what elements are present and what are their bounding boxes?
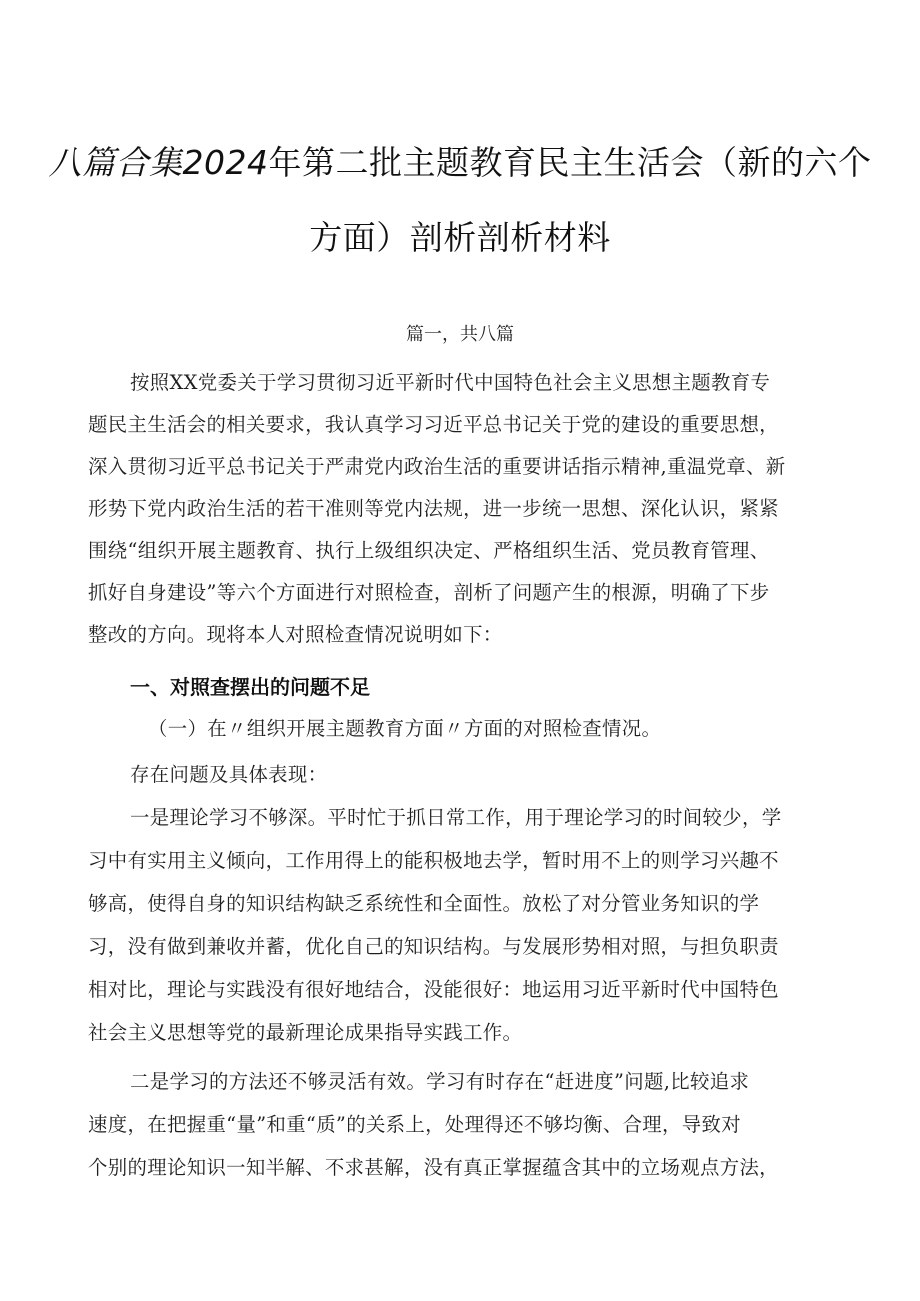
paragraph-line: 相对比，理论与实践没有很好地结合，没能很好：地运用习近平新时代中国特色 [88,978,779,1001]
title-rest: 年第二批主题教育民主生活会（新的六个 [268,143,872,182]
problems-label: 存在问题及具体表现： [130,763,328,786]
paragraph-line: 速度，在把握重“量”和重“质”的关系上，处理得还不够均衡、合理，导致对 [88,1113,742,1136]
paragraph-line: 二是学习的方法还不够灵活有效。学习有时存在“赶进度”问题,比较追求 [130,1070,750,1093]
paragraph-line: 深入贯彻习近平总书记关于严肃党内政治生活的重要讲话指示精神,重温党章、新 [88,455,786,478]
paragraph-line: 整改的方向。现将本人对照检查情况说明如下： [88,623,503,646]
paragraph-line: 一是理论学习不够深。平时忙于抓日常工作，用于理论学习的时间较少，学 [130,806,782,829]
paragraph-line: 个别的理论知识一知半解、不求甚解，没有真正掌握蕴含其中的立场观点方法， [88,1156,779,1179]
subheading: 篇一，共八篇 [406,324,514,345]
paragraph-line: 社会主义思想等党的最新理论成果指导实践工作。 [88,1021,523,1044]
section-heading: 一、对照查摆出的问题不足 [130,675,370,699]
document-title-line-2: 方面）剖析剖析材料 [309,218,611,257]
paragraph-line: 够高，使得自身的知识结构缺乏系统性和全面性。放松了对分管业务知识的学 [88,892,760,915]
paragraph-line: 题民主生活会的相关要求，我认真学习习近平总书记关于党的建设的重要思想， [88,413,779,436]
paragraph-line: 按照XX党委关于学习贯彻习近平新时代中国特色社会主义思想主题教育专 [130,371,771,394]
paragraph-line: 习中有实用主义倾向，工作用得上的能积极地去学，暂时用不上的则学习兴趣不 [88,849,779,872]
title-year: 2024 [182,143,269,182]
paragraph-line: 围绕“组织开展主题教育、执行上级组织决定、严格组织生活、党员教育管理、 [88,539,770,562]
document-title-line-1 [0,137,920,184]
paragraph-line: 习，没有做到兼收并蓄，优化自己的知识结构。与发展形势相对照，与担负职责 [88,935,779,958]
paragraph-line: 抓好自身建设”等六个方面进行对照检查，剖析了问题产生的根源，明确了下步 [88,581,770,604]
subsection-title: （一）在〃组织开展主题教育方面〃方面的对照检查情况。 [148,717,662,740]
title-prefix: 八篇合集 [48,143,183,182]
paragraph-line: 形势下党内政治生活的若干准则等党内法规，进一步统一思想、深化认识，紧紧 [88,497,779,520]
